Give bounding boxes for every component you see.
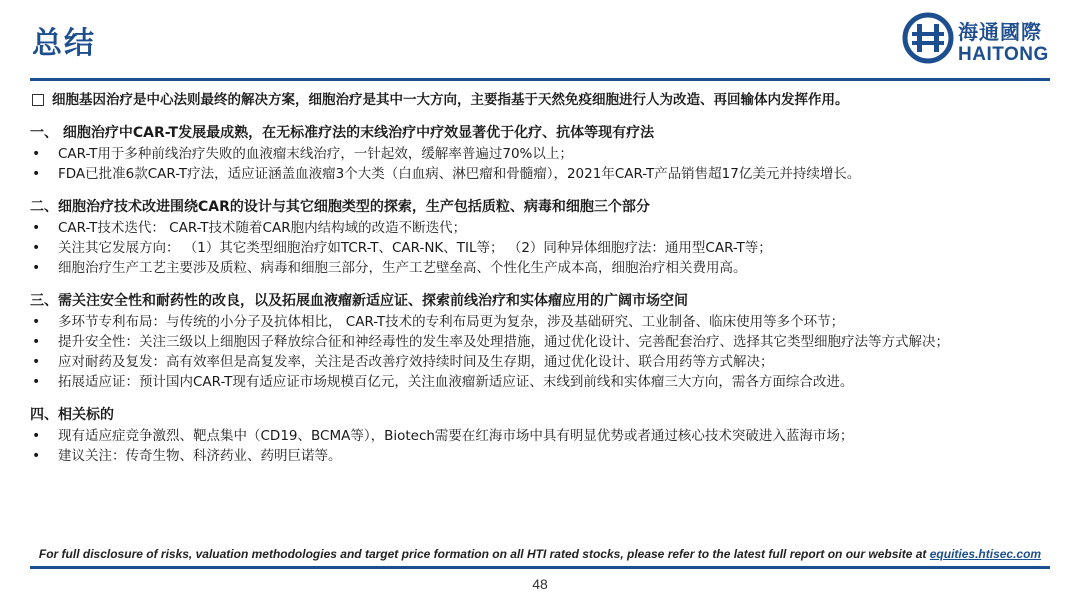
list-item: • 多环节专利布局：与传统的小分子及抗体相比， CAR-T技术的专利布局更为复杂，涉及基础研究、工业制备、临床使用等多个环节； (30, 312, 1052, 332)
list-item: • 现有适应症竞争激烈、靶点集中（CD19、BCMA等），Biotech需要在红海市场中具有明显优势或者通过核心技术突破进入蓝海市场； (30, 426, 1052, 446)
summary-content (30, 90, 1052, 466)
intro-text: 细胞基因治疗是中心法则最终的解决方案，细胞治疗是其中一大方向，主要指基于天然免疫细胞进行人为改造、再回输体内发挥作用。 (52, 92, 849, 108)
list-item: • CAR-T技术迭代： CAR-T技术随着CAR胞内结构域的改造不断迭代； (30, 218, 1052, 238)
section-title: 四、相关标的 (30, 407, 114, 423)
bullet-list (30, 312, 1052, 392)
section-4 (30, 404, 1052, 466)
logo-text-en: HAITONG (958, 44, 1049, 65)
section-1 (30, 122, 1052, 184)
list-item: • 关注其它发展方向： （1）其它类型细胞治疗如TCR-T、CAR-NK、TIL等； （2）同种异体细胞疗法：通用型CAR-T等； (30, 238, 1052, 258)
list-item: • FDA已批准6款CAR-T疗法，适应证涵盖血液瘤3个大类（白血病、淋巴瘤和骨髓瘤），2021年CAR-T产品销售超17亿美元并持续增长。 (30, 164, 1052, 184)
list-item: • 提升安全性：关注三级以上细胞因子释放综合征和神经毒性的发生率及处理措施，通过优化设计、完善配套治疗、选择其它类型细胞疗法等方式解决； (30, 332, 1052, 352)
section-2 (30, 196, 1052, 278)
header-divider (30, 78, 1050, 81)
page-number: 48 (532, 576, 548, 592)
footer-divider (30, 566, 1050, 569)
website-link[interactable]: equities.htisec.com (929, 547, 1042, 561)
checkbox-icon (32, 94, 44, 106)
intro-line (30, 90, 1052, 110)
haitong-logo (902, 10, 1062, 70)
disclosure-note (30, 547, 1050, 561)
bullet-list (30, 218, 1052, 278)
list-item: • 建议关注：传奇生物、科济药业、药明巨诺等。 (30, 446, 1052, 466)
disclosure-text: For full disclosure of risks, valuation methodologies and target price formation on all HTI rated stocks, please refer to the latest full report on our website at (38, 547, 930, 561)
page-title: 总结 (32, 26, 96, 61)
haitong-emblem-icon (902, 12, 954, 64)
list-item: • 细胞治疗生产工艺主要涉及质粒、病毒和细胞三部分，生产工艺壁垒高、个性化生产成本高，细胞治疗相关费用高。 (30, 258, 1052, 278)
list-item: • CAR-T用于多种前线治疗失败的血液瘤末线治疗，一针起效，缓解率普遍过70%以上； (30, 144, 1052, 164)
list-item: • 拓展适应证：预计国内CAR-T现有适应证市场规模百亿元，关注血液瘤新适应证、末线到前线和实体瘤三大方向，需各方面综合改进。 (30, 372, 1052, 392)
section-title: 二、细胞治疗技术改进围绕CAR的设计与其它细胞类型的探索，生产包括质粒、病毒和细胞三个部分 (30, 199, 650, 215)
bullet-list (30, 426, 1052, 466)
logo-text-cn: 海通國際 (958, 20, 1042, 44)
section-title: 一、 细胞治疗中CAR-T发展最成熟，在无标准疗法的末线治疗中疗效显著优于化疗、抗体等现有疗法 (30, 125, 655, 141)
bullet-list (30, 144, 1052, 184)
section-title: 三、需关注安全性和耐药性的改良，以及拓展血液瘤新适应证、探索前线治疗和实体瘤应用的广阔市场空间 (30, 293, 688, 309)
list-item: • 应对耐药及复发：高有效率但是高复发率，关注是否改善疗效持续时间及生存期，通过优化设计、联合用药等方式解决； (30, 352, 1052, 372)
section-3 (30, 290, 1052, 392)
